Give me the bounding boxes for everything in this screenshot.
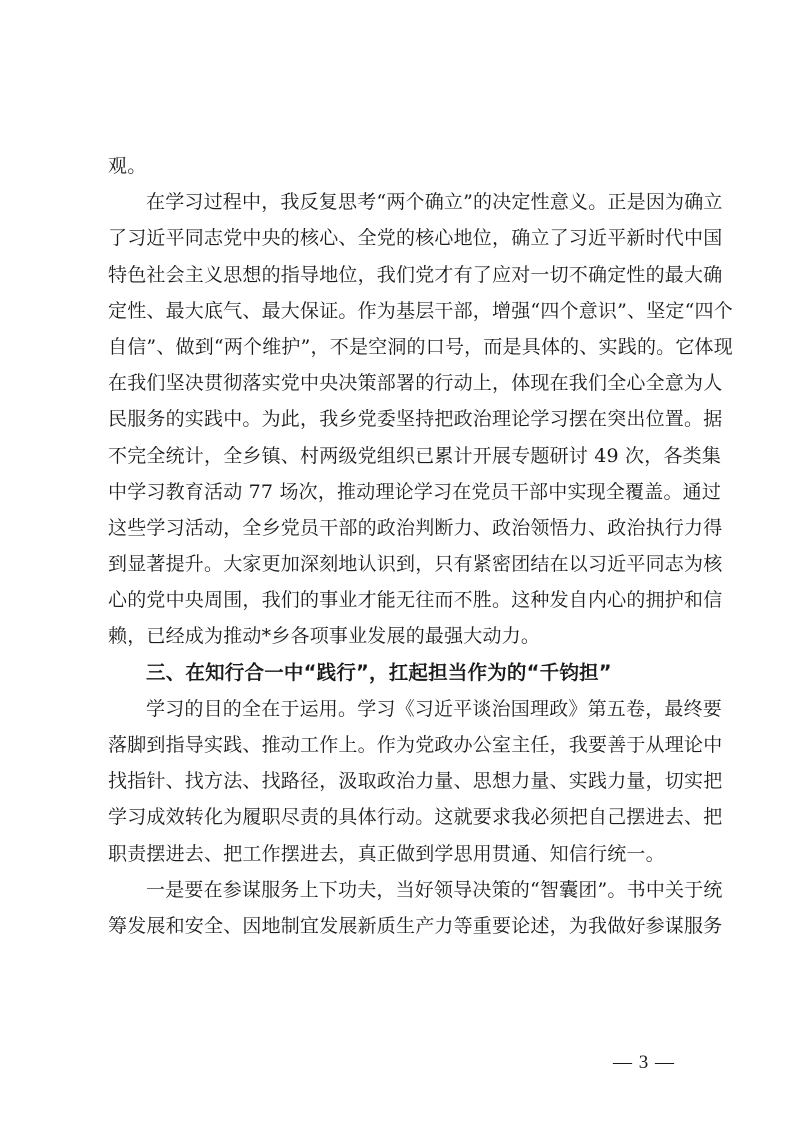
paragraph-line: 职责摆进去、把工作摆进去，真正做到学思用贯通、知信行统一。 <box>108 842 665 865</box>
paragraph-line: 不完全统计，全乡镇、村两级党组织已累计开展专题研讨 49 次，各类集 <box>108 444 722 467</box>
page-number: — 3 — <box>613 1052 675 1073</box>
paragraph-line: 这些学习活动，全乡党员干部的政治判断力、政治领悟力、政治执行力得 <box>108 516 723 539</box>
paragraph-line: 心的党中央周围，我们的事业才能无往而不胜。这种发自内心的拥护和信 <box>108 589 723 612</box>
paragraph-line: 一是要在参谋服务上下功夫，当好领导决策的“智囊团”。书中关于统 <box>146 878 723 901</box>
paragraph-line: 学习的目的全在于运用。学习《习近平谈治国理政》第五卷，最终要 <box>146 697 723 720</box>
paragraph-line: 学习成效转化为履职尽责的具体行动。这就要求我必须把自己摆进去、把 <box>108 806 723 829</box>
paragraph-line: 落脚到指导实践、推动工作上。作为党政办公室主任，我要善于从理论中 <box>108 734 723 756</box>
paragraph-line: 定性、最大底气、最大保证。作为基层干部，增强“四个意识”、坚定“四个 <box>108 299 733 322</box>
paragraph-line: 特色社会主义思想的指导地位，我们党才有了应对一切不确定性的最大确 <box>108 263 723 286</box>
paragraph-line: 赖，已经成为推动*乡各项事业发展的最强大动力。 <box>108 625 541 648</box>
paragraph-line: 筹发展和安全、因地制宜发展新质生产力等重要论述，为我做好参谋服务 <box>108 914 723 937</box>
paragraph-line: 了习近平同志党中央的核心、全党的核心地位，确立了习近平新时代中国 <box>108 227 723 250</box>
paragraph-line: 到显著提升。大家更加深刻地认识到，只有紧密团结在以习近平同志为核 <box>108 553 723 576</box>
paragraph-line: 自信”、做到“两个维护”，不是空洞的口号，而是具体的、实践的。它体现 <box>108 335 733 358</box>
paragraph-line: 找指针、找方法、找路径，汲取政治力量、思想力量、实践力量，切实把 <box>108 770 723 793</box>
body-text <box>108 148 733 944</box>
section-heading: 三、在知行合一中“践行”，扛起担当作为的“千钧担” <box>146 660 612 684</box>
paragraph-line: 中学习教育活动 77 场次，推动理论学习在党员干部中实现全覆盖。通过 <box>108 480 722 503</box>
paragraph-line: 在我们坚决贯彻落实党中央决策部署的行动上，体现在我们全心全意为人 <box>108 372 723 395</box>
paragraph-line: 观。 <box>108 155 147 177</box>
paragraph-line: 民服务的实践中。为此，我乡党委坚持把政治理论学习摆在突出位置。据 <box>108 408 723 431</box>
paragraph-line: 在学习过程中，我反复思考“两个确立”的决定性意义。正是因为确立 <box>146 191 723 214</box>
